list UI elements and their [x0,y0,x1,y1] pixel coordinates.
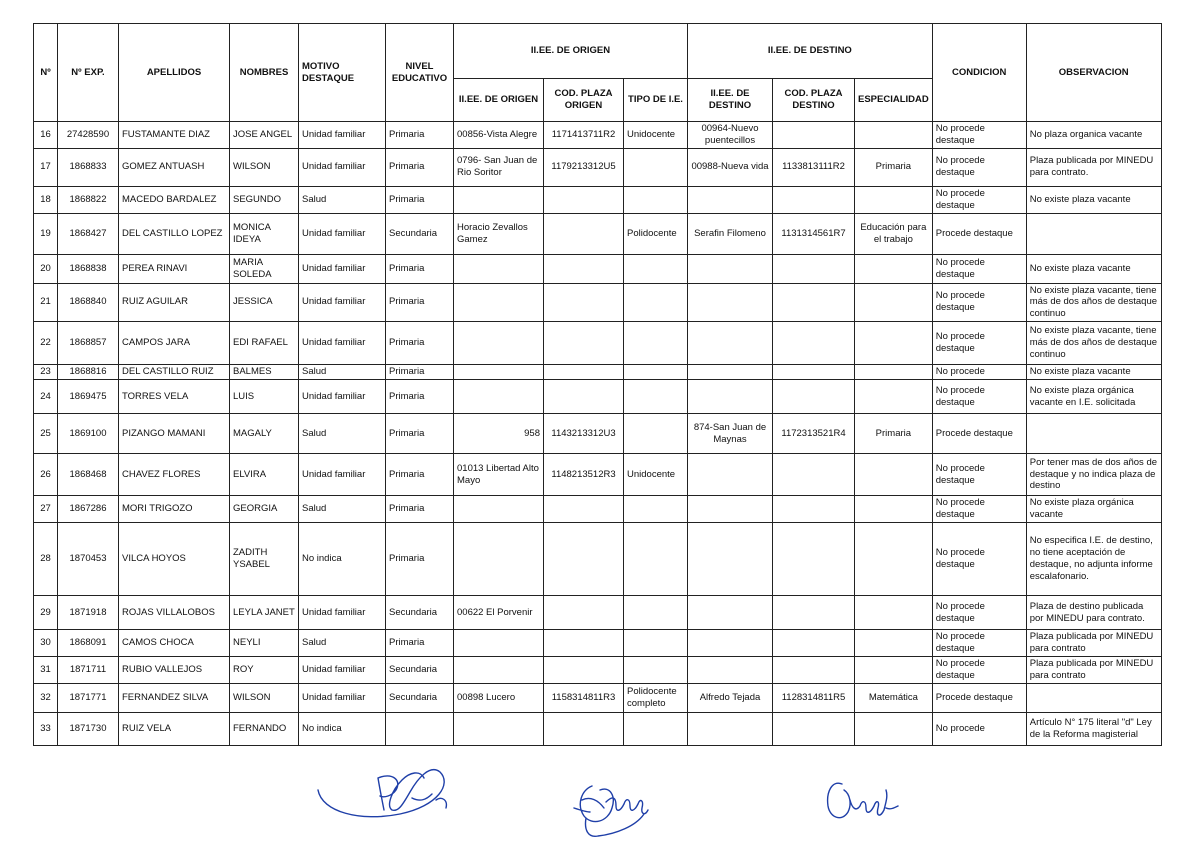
header-condicion: CONDICION [932,24,1026,122]
cell-motivo: Unidad familiar [299,254,386,283]
cell-cod-origen [544,712,624,745]
cell-condicion: No procede destaque [932,496,1026,523]
cell-tipo-ie: Unidocente [624,122,688,149]
cell-condicion: No procede destaque [932,122,1026,149]
header-especialidad: ESPECIALIDAD [855,79,933,122]
cell-motivo: Unidad familiar [299,656,386,683]
cell-especialidad [855,365,933,380]
cell-exp: 1868822 [58,186,119,213]
cell-nombres: JOSE ANGEL [230,122,299,149]
cell-nombres: WILSON [230,683,299,712]
cell-motivo: Unidad familiar [299,454,386,496]
cell-destino-ie: 00964-Nuevo puentecillos [688,122,773,149]
cell-destino-ie [688,596,773,630]
cell-especialidad [855,322,933,365]
cell-origen-ie [454,656,544,683]
cell-no: 25 [34,414,58,454]
cell-apellidos: CAMOS CHOCA [119,630,230,657]
cell-nivel: Primaria [386,122,454,149]
cell-condicion: No procede destaque [932,380,1026,414]
cell-condicion: Procede destaque [932,213,1026,254]
cell-motivo: Unidad familiar [299,683,386,712]
cell-exp: 1868816 [58,365,119,380]
cell-nivel: Primaria [386,148,454,186]
cell-observacion: No plaza organica vacante [1026,122,1161,149]
cell-no: 32 [34,683,58,712]
table-row [34,454,1162,496]
cell-apellidos: ROJAS VILLALOBOS [119,596,230,630]
cell-cod-destino [773,254,855,283]
cell-nivel: Secundaria [386,213,454,254]
cell-observacion: No existe plaza orgánica vacante [1026,496,1161,523]
cell-tipo-ie [624,496,688,523]
cell-cod-origen: 1143213312U3 [544,414,624,454]
cell-exp: 1868857 [58,322,119,365]
cell-cod-destino [773,712,855,745]
cell-cod-origen [544,283,624,322]
cell-motivo: Unidad familiar [299,283,386,322]
header-apellidos: APELLIDOS [119,24,230,122]
cell-motivo: Unidad familiar [299,596,386,630]
cell-apellidos: FERNANDEZ SILVA [119,683,230,712]
cell-tipo-ie [624,596,688,630]
header-row-top [34,24,1162,79]
cell-destino-ie [688,712,773,745]
cell-tipo-ie [624,712,688,745]
cell-destino-ie [688,656,773,683]
signature-left [318,770,446,817]
cell-destino-ie [688,523,773,596]
cell-exp: 1868468 [58,454,119,496]
cell-exp: 1868091 [58,630,119,657]
cell-cod-destino [773,630,855,657]
cell-observacion: Artículo N° 175 literal "d" Ley de la Reforma magisterial [1026,712,1161,745]
cell-cod-destino [773,454,855,496]
header-origen-ie: II.EE. DE ORIGEN [454,79,544,122]
cell-tipo-ie [624,148,688,186]
cell-condicion: No procede destaque [932,186,1026,213]
cell-origen-ie [454,283,544,322]
table-row [34,630,1162,657]
cell-observacion: No existe plaza vacante [1026,186,1161,213]
cell-exp: 1868427 [58,213,119,254]
header-nivel: NIVEL EDUCATIVO [386,24,454,122]
header-origen-group: II.EE. DE ORIGEN [454,24,688,79]
cell-cod-destino [773,496,855,523]
cell-cod-destino [773,380,855,414]
header-nombres: NOMBRES [230,24,299,122]
cell-especialidad [855,254,933,283]
cell-apellidos: VILCA HOYOS [119,523,230,596]
cell-destino-ie: 00988-Nueva vida [688,148,773,186]
table-row [34,213,1162,254]
cell-nombres: LEYLA JANET [230,596,299,630]
table-row [34,496,1162,523]
cell-nombres: SEGUNDO [230,186,299,213]
table-row [34,414,1162,454]
header-tipo-ie: TIPO DE I.E. [624,79,688,122]
destaque-table [33,23,1162,746]
cell-apellidos: CHAVEZ FLORES [119,454,230,496]
cell-no: 24 [34,380,58,414]
cell-tipo-ie [624,380,688,414]
cell-condicion: No procede destaque [932,148,1026,186]
cell-exp: 1870453 [58,523,119,596]
cell-condicion: No procede destaque [932,322,1026,365]
cell-cod-origen: 1158314811R3 [544,683,624,712]
cell-especialidad [855,496,933,523]
cell-origen-ie [454,365,544,380]
cell-nombres: MARIA SOLEDA [230,254,299,283]
cell-motivo: No indica [299,523,386,596]
cell-tipo-ie: Unidocente [624,454,688,496]
cell-tipo-ie [624,365,688,380]
cell-no: 22 [34,322,58,365]
cell-nombres: GEORGIA [230,496,299,523]
cell-nivel: Primaria [386,523,454,596]
cell-no: 19 [34,213,58,254]
cell-nombres: WILSON [230,148,299,186]
cell-apellidos: DEL CASTILLO LOPEZ [119,213,230,254]
cell-exp: 1871771 [58,683,119,712]
cell-cod-destino: 1133813111R2 [773,148,855,186]
cell-no: 17 [34,148,58,186]
cell-apellidos: GOMEZ ANTUASH [119,148,230,186]
cell-destino-ie [688,322,773,365]
cell-observacion: No especifica I.E. de destino, no tiene aceptación de destaque, no adjunta informe escalafonario. [1026,523,1161,596]
cell-destino-ie [688,254,773,283]
cell-nivel [386,712,454,745]
cell-origen-ie: Horacio Zevallos Gamez [454,213,544,254]
cell-destino-ie [688,454,773,496]
cell-tipo-ie [624,630,688,657]
cell-nombres: ROY [230,656,299,683]
cell-especialidad [855,454,933,496]
cell-apellidos: RUBIO VALLEJOS [119,656,230,683]
cell-apellidos: PIZANGO MAMANI [119,414,230,454]
cell-condicion: No procede destaque [932,283,1026,322]
cell-exp: 1868840 [58,283,119,322]
cell-motivo: No indica [299,712,386,745]
table-row [34,283,1162,322]
cell-cod-origen [544,596,624,630]
signature-right [828,783,898,817]
cell-cod-origen [544,523,624,596]
cell-condicion: No procede destaque [932,656,1026,683]
cell-origen-ie [454,186,544,213]
cell-origen-ie: 0796- San Juan de Rio Soritor [454,148,544,186]
cell-observacion [1026,414,1161,454]
cell-tipo-ie: Polidocente [624,213,688,254]
cell-cod-destino [773,596,855,630]
cell-cod-origen: 1171413711R2 [544,122,624,149]
cell-origen-ie [454,322,544,365]
cell-apellidos: FUSTAMANTE DIAZ [119,122,230,149]
cell-nombres: NEYLI [230,630,299,657]
cell-destino-ie: Alfredo Tejada [688,683,773,712]
cell-origen-ie: 00622 El Porvenir [454,596,544,630]
cell-condicion: No procede destaque [932,523,1026,596]
cell-condicion: No procede destaque [932,454,1026,496]
cell-cod-destino [773,283,855,322]
cell-cod-origen [544,496,624,523]
cell-cod-origen: 1179213312U5 [544,148,624,186]
cell-no: 33 [34,712,58,745]
cell-no: 29 [34,596,58,630]
cell-cod-origen [544,365,624,380]
cell-destino-ie: 874-San Juan de Maynas [688,414,773,454]
cell-observacion: No existe plaza vacante, tiene más de dos años de destaque continuo [1026,283,1161,322]
cell-observacion: Plaza publicada por MINEDU para contrato [1026,630,1161,657]
cell-origen-ie: 00856-Vista Alegre [454,122,544,149]
cell-exp: 1871918 [58,596,119,630]
cell-no: 23 [34,365,58,380]
signature-center [574,786,648,836]
cell-tipo-ie [624,414,688,454]
cell-no: 20 [34,254,58,283]
cell-origen-ie [454,523,544,596]
cell-especialidad [855,712,933,745]
cell-exp: 27428590 [58,122,119,149]
cell-destino-ie [688,186,773,213]
cell-no: 30 [34,630,58,657]
cell-exp: 1869475 [58,380,119,414]
cell-cod-origen [544,213,624,254]
cell-cod-destino [773,365,855,380]
cell-nivel: Primaria [386,186,454,213]
table-row [34,148,1162,186]
cell-cod-destino: 1131314561R7 [773,213,855,254]
cell-nombres: FERNANDO [230,712,299,745]
cell-apellidos: RUIZ AGUILAR [119,283,230,322]
cell-observacion: Plaza publicada por MINEDU para contrato. [1026,148,1161,186]
cell-nivel: Primaria [386,365,454,380]
cell-no: 26 [34,454,58,496]
cell-condicion: No procede destaque [932,630,1026,657]
cell-tipo-ie [624,283,688,322]
table-row [34,322,1162,365]
cell-especialidad [855,630,933,657]
cell-cod-origen [544,630,624,657]
cell-tipo-ie [624,656,688,683]
cell-nivel: Primaria [386,496,454,523]
header-observacion: OBSERVACION [1026,24,1161,122]
cell-condicion: No procede destaque [932,596,1026,630]
cell-nombres: LUIS [230,380,299,414]
cell-destino-ie [688,630,773,657]
cell-exp: 1867286 [58,496,119,523]
cell-tipo-ie [624,186,688,213]
cell-nivel: Primaria [386,322,454,365]
cell-apellidos: TORRES VELA [119,380,230,414]
cell-tipo-ie [624,254,688,283]
cell-motivo: Salud [299,630,386,657]
table-row [34,122,1162,149]
cell-apellidos: RUIZ VELA [119,712,230,745]
cell-especialidad: Primaria [855,414,933,454]
cell-nivel: Primaria [386,380,454,414]
cell-destino-ie [688,283,773,322]
cell-observacion: Plaza de destino publicada por MINEDU para contrato. [1026,596,1161,630]
table-row [34,254,1162,283]
header-destino-ie: II.EE. DE DESTINO [688,79,773,122]
cell-cod-origen [544,656,624,683]
cell-exp: 1868838 [58,254,119,283]
cell-nivel: Primaria [386,254,454,283]
table-row [34,186,1162,213]
cell-cod-destino [773,523,855,596]
cell-cod-origen [544,380,624,414]
cell-destino-ie [688,365,773,380]
cell-nivel: Secundaria [386,656,454,683]
cell-tipo-ie: Polidocente completo [624,683,688,712]
cell-motivo: Unidad familiar [299,148,386,186]
table-row [34,712,1162,745]
cell-especialidad [855,523,933,596]
cell-apellidos: MORI TRIGOZO [119,496,230,523]
cell-nombres: ZADITH YSABEL [230,523,299,596]
header-cod-origen: COD. PLAZA ORIGEN [544,79,624,122]
cell-motivo: Salud [299,365,386,380]
cell-cod-origen [544,322,624,365]
cell-origen-ie [454,496,544,523]
cell-exp: 1871730 [58,712,119,745]
cell-motivo: Unidad familiar [299,213,386,254]
table-row [34,380,1162,414]
cell-especialidad [855,122,933,149]
cell-observacion: No existe plaza vacante [1026,365,1161,380]
cell-cod-destino [773,122,855,149]
table-row [34,656,1162,683]
table-row [34,683,1162,712]
table-row [34,523,1162,596]
cell-tipo-ie [624,322,688,365]
cell-exp: 1869100 [58,414,119,454]
cell-condicion: Procede destaque [932,683,1026,712]
cell-nivel: Secundaria [386,683,454,712]
header-cod-destino: COD. PLAZA DESTINO [773,79,855,122]
cell-cod-origen: 1148213512R3 [544,454,624,496]
cell-especialidad [855,596,933,630]
cell-cod-destino [773,186,855,213]
cell-apellidos: CAMPOS JARA [119,322,230,365]
cell-observacion [1026,213,1161,254]
cell-origen-ie: 958 [454,414,544,454]
cell-condicion: No procede destaque [932,254,1026,283]
cell-nombres: MONICA IDEYA [230,213,299,254]
cell-observacion: No existe plaza vacante [1026,254,1161,283]
cell-apellidos: MACEDO BARDALEZ [119,186,230,213]
cell-especialidad [855,283,933,322]
cell-no: 16 [34,122,58,149]
table-row [34,365,1162,380]
cell-apellidos: PEREA RINAVI [119,254,230,283]
cell-cod-destino: 1172313521R4 [773,414,855,454]
cell-no: 28 [34,523,58,596]
cell-origen-ie [454,254,544,283]
cell-nombres: ELVIRA [230,454,299,496]
header-motivo: MOTIVO DESTAQUE [299,24,386,122]
cell-nivel: Primaria [386,454,454,496]
cell-observacion: Por tener mas de dos años de destaque y no indica plaza de destino [1026,454,1161,496]
cell-especialidad [855,656,933,683]
cell-especialidad: Primaria [855,148,933,186]
header-exp: Nº EXP. [58,24,119,122]
cell-motivo: Unidad familiar [299,380,386,414]
cell-motivo: Salud [299,186,386,213]
cell-origen-ie [454,380,544,414]
cell-motivo: Unidad familiar [299,122,386,149]
cell-nombres: MAGALY [230,414,299,454]
cell-cod-destino [773,322,855,365]
table-row [34,596,1162,630]
cell-origen-ie: 00898 Lucero [454,683,544,712]
table-body [34,122,1162,746]
cell-nombres: BALMES [230,365,299,380]
cell-especialidad: Matemática [855,683,933,712]
cell-origen-ie [454,712,544,745]
cell-tipo-ie [624,523,688,596]
cell-nivel: Primaria [386,630,454,657]
cell-condicion: No procede [932,365,1026,380]
cell-origen-ie: 01013 Libertad Alto Mayo [454,454,544,496]
cell-nivel: Primaria [386,283,454,322]
header-no: Nº [34,24,58,122]
cell-observacion: No existe plaza vacante, tiene más de dos años de destaque continuo [1026,322,1161,365]
cell-nivel: Primaria [386,414,454,454]
cell-especialidad: Educación para el trabajo [855,213,933,254]
cell-motivo: Salud [299,496,386,523]
cell-cod-destino [773,656,855,683]
cell-apellidos: DEL CASTILLO RUIZ [119,365,230,380]
cell-cod-destino: 1128314811R5 [773,683,855,712]
cell-no: 31 [34,656,58,683]
cell-nombres: JESSICA [230,283,299,322]
cell-no: 18 [34,186,58,213]
cell-nombres: EDI RAFAEL [230,322,299,365]
cell-condicion: Procede destaque [932,414,1026,454]
cell-observacion [1026,683,1161,712]
cell-cod-origen [544,254,624,283]
cell-motivo: Salud [299,414,386,454]
cell-especialidad [855,186,933,213]
cell-no: 21 [34,283,58,322]
cell-especialidad [855,380,933,414]
document-sheet [33,23,1162,746]
cell-destino-ie [688,496,773,523]
cell-observacion: No existe plaza orgánica vacante en I.E. solicitada [1026,380,1161,414]
cell-destino-ie: Serafin Filomeno [688,213,773,254]
cell-origen-ie [454,630,544,657]
cell-observacion: Plaza publicada por MINEDU para contrato [1026,656,1161,683]
cell-nivel: Secundaria [386,596,454,630]
cell-exp: 1868833 [58,148,119,186]
cell-motivo: Unidad familiar [299,322,386,365]
cell-destino-ie [688,380,773,414]
cell-exp: 1871711 [58,656,119,683]
cell-cod-origen [544,186,624,213]
cell-condicion: No procede [932,712,1026,745]
header-destino-group: II.EE. DE DESTINO [688,24,933,79]
cell-no: 27 [34,496,58,523]
